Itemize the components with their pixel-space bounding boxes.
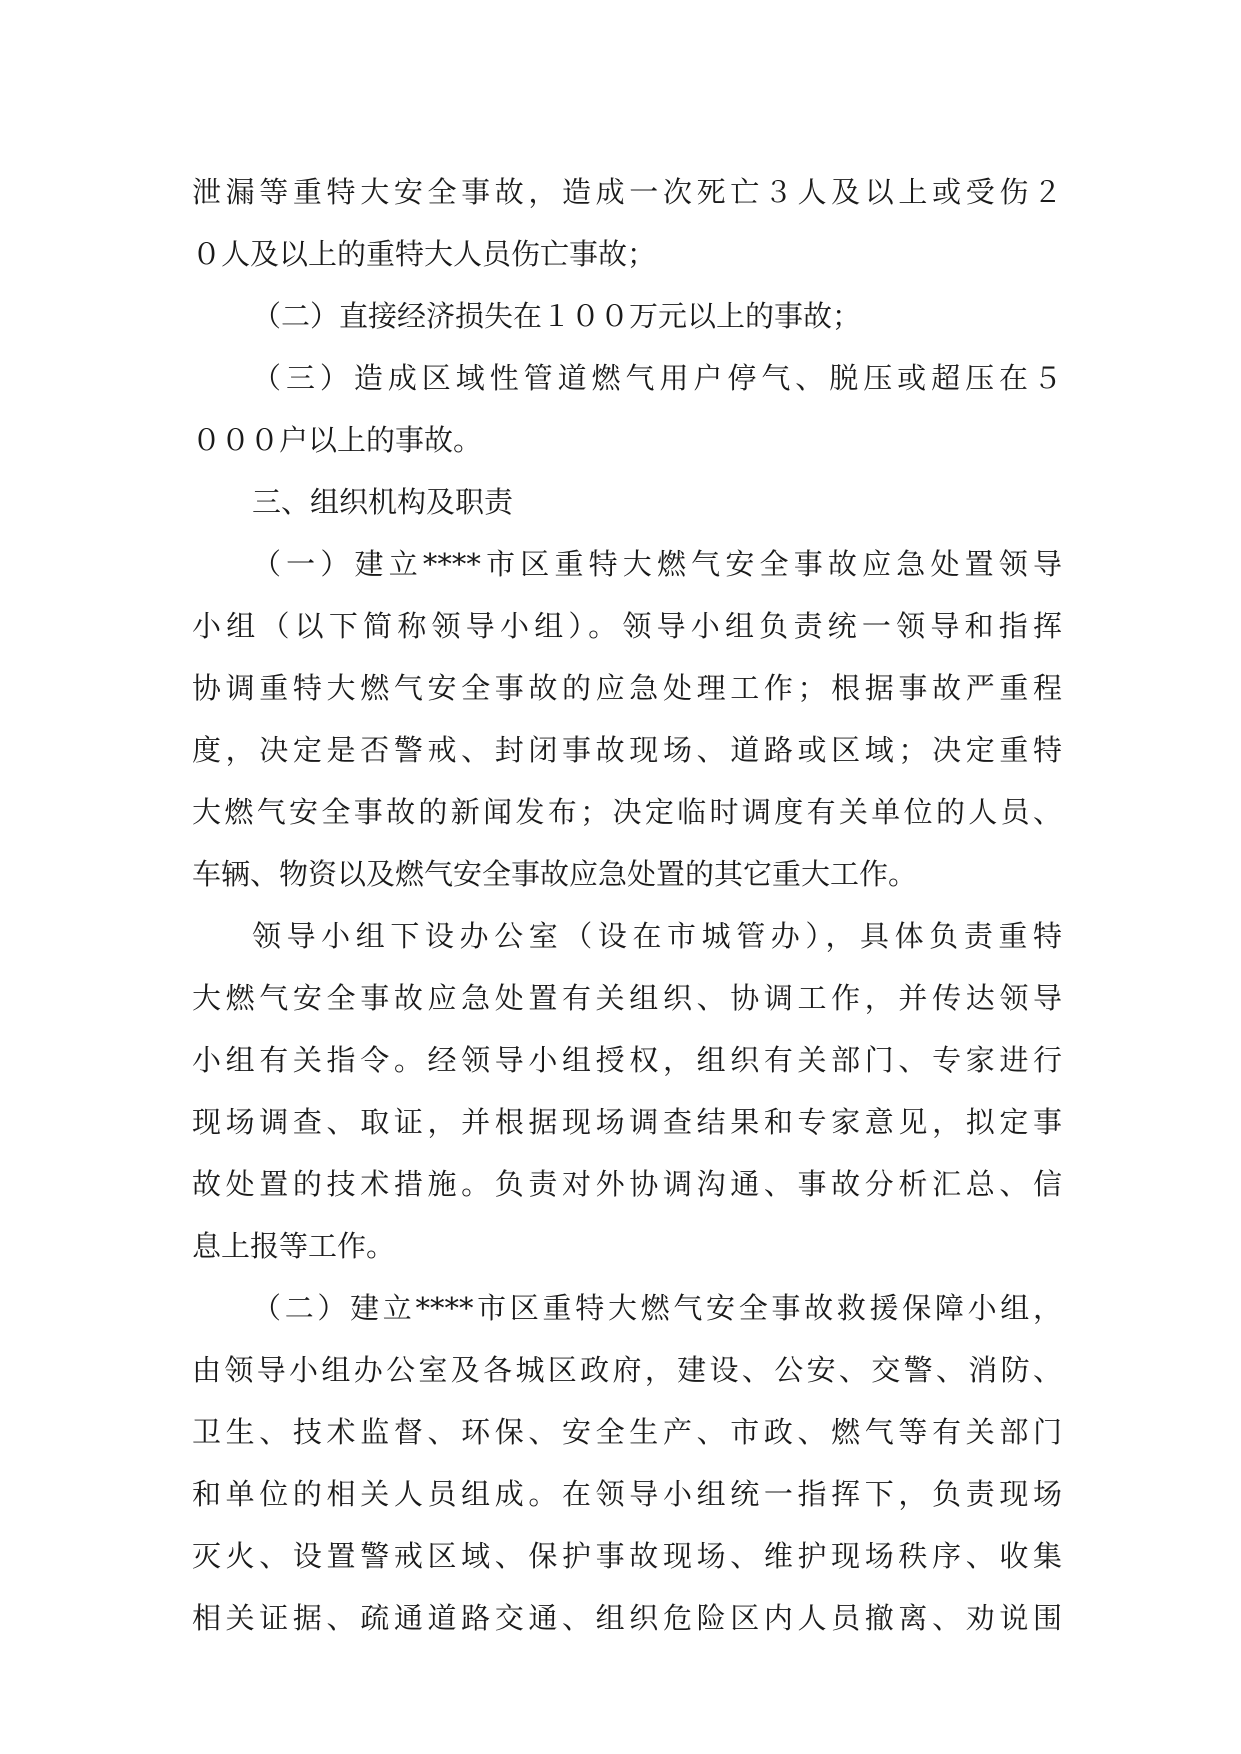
section-heading: 三、组织机构及职责: [252, 485, 514, 519]
text-line: ０００户以上的事故。: [192, 423, 483, 457]
text-line: ０人及以上的重特大人员伤亡事故；: [192, 237, 657, 271]
text-line: 和单位的相关人员组成。在领导小组统一指挥下，负责现场: [192, 1477, 1062, 1511]
text-line: 协调重特大燃气安全事故的应急处理工作；根据事故严重程: [192, 671, 1062, 705]
text-line: 相关证据、疏通道路交通、组织危险区内人员撤离、劝说围: [192, 1601, 1062, 1635]
text-line: 现场调查、取证，并根据现场调查结果和专家意见，拟定事: [192, 1105, 1062, 1139]
text-line: 泄漏等重特大安全事故，造成一次死亡３人及以上或受伤２: [192, 175, 1062, 209]
text-line: 车辆、物资以及燃气安全事故应急处置的其它重大工作。: [192, 857, 918, 891]
text-line: 大燃气安全事故应急处置有关组织、协调工作，并传达领导: [192, 981, 1062, 1015]
text-line: 息上报等工作。: [192, 1229, 396, 1263]
text-line: 故处置的技术措施。负责对外协调沟通、事故分析汇总、信: [192, 1167, 1062, 1201]
text-line: 度，决定是否警戒、封闭事故现场、道路或区域；决定重特: [192, 733, 1062, 767]
text-line: 大燃气安全事故的新闻发布；决定临时调度有关单位的人员、: [192, 795, 1062, 829]
text-line: 由领导小组办公室及各城区政府，建设、公安、交警、消防、: [192, 1353, 1062, 1387]
text-line: 领导小组下设办公室（设在市城管办），具体负责重特: [252, 919, 1062, 953]
text-line: （三）造成区域性管道燃气用户停气、脱压或超压在５: [252, 361, 1062, 395]
text-line: 小组（以下简称领导小组）。领导小组负责统一领导和指挥: [192, 609, 1062, 643]
text-line: 卫生、技术监督、环保、安全生产、市政、燃气等有关部门: [192, 1415, 1062, 1449]
text-line: 灭火、设置警戒区域、保护事故现场、维护现场秩序、收集: [192, 1539, 1062, 1573]
text-line: 小组有关指令。经领导小组授权，组织有关部门、专家进行: [192, 1043, 1062, 1077]
text-line: （二）直接经济损失在１００万元以上的事故；: [252, 299, 862, 333]
text-line: （二）建立****市区重特大燃气安全事故救援保障小组，: [252, 1291, 1062, 1325]
text-line: （一）建立****市区重特大燃气安全事故应急处置领导: [252, 547, 1062, 581]
document-body: [192, 161, 1062, 1649]
